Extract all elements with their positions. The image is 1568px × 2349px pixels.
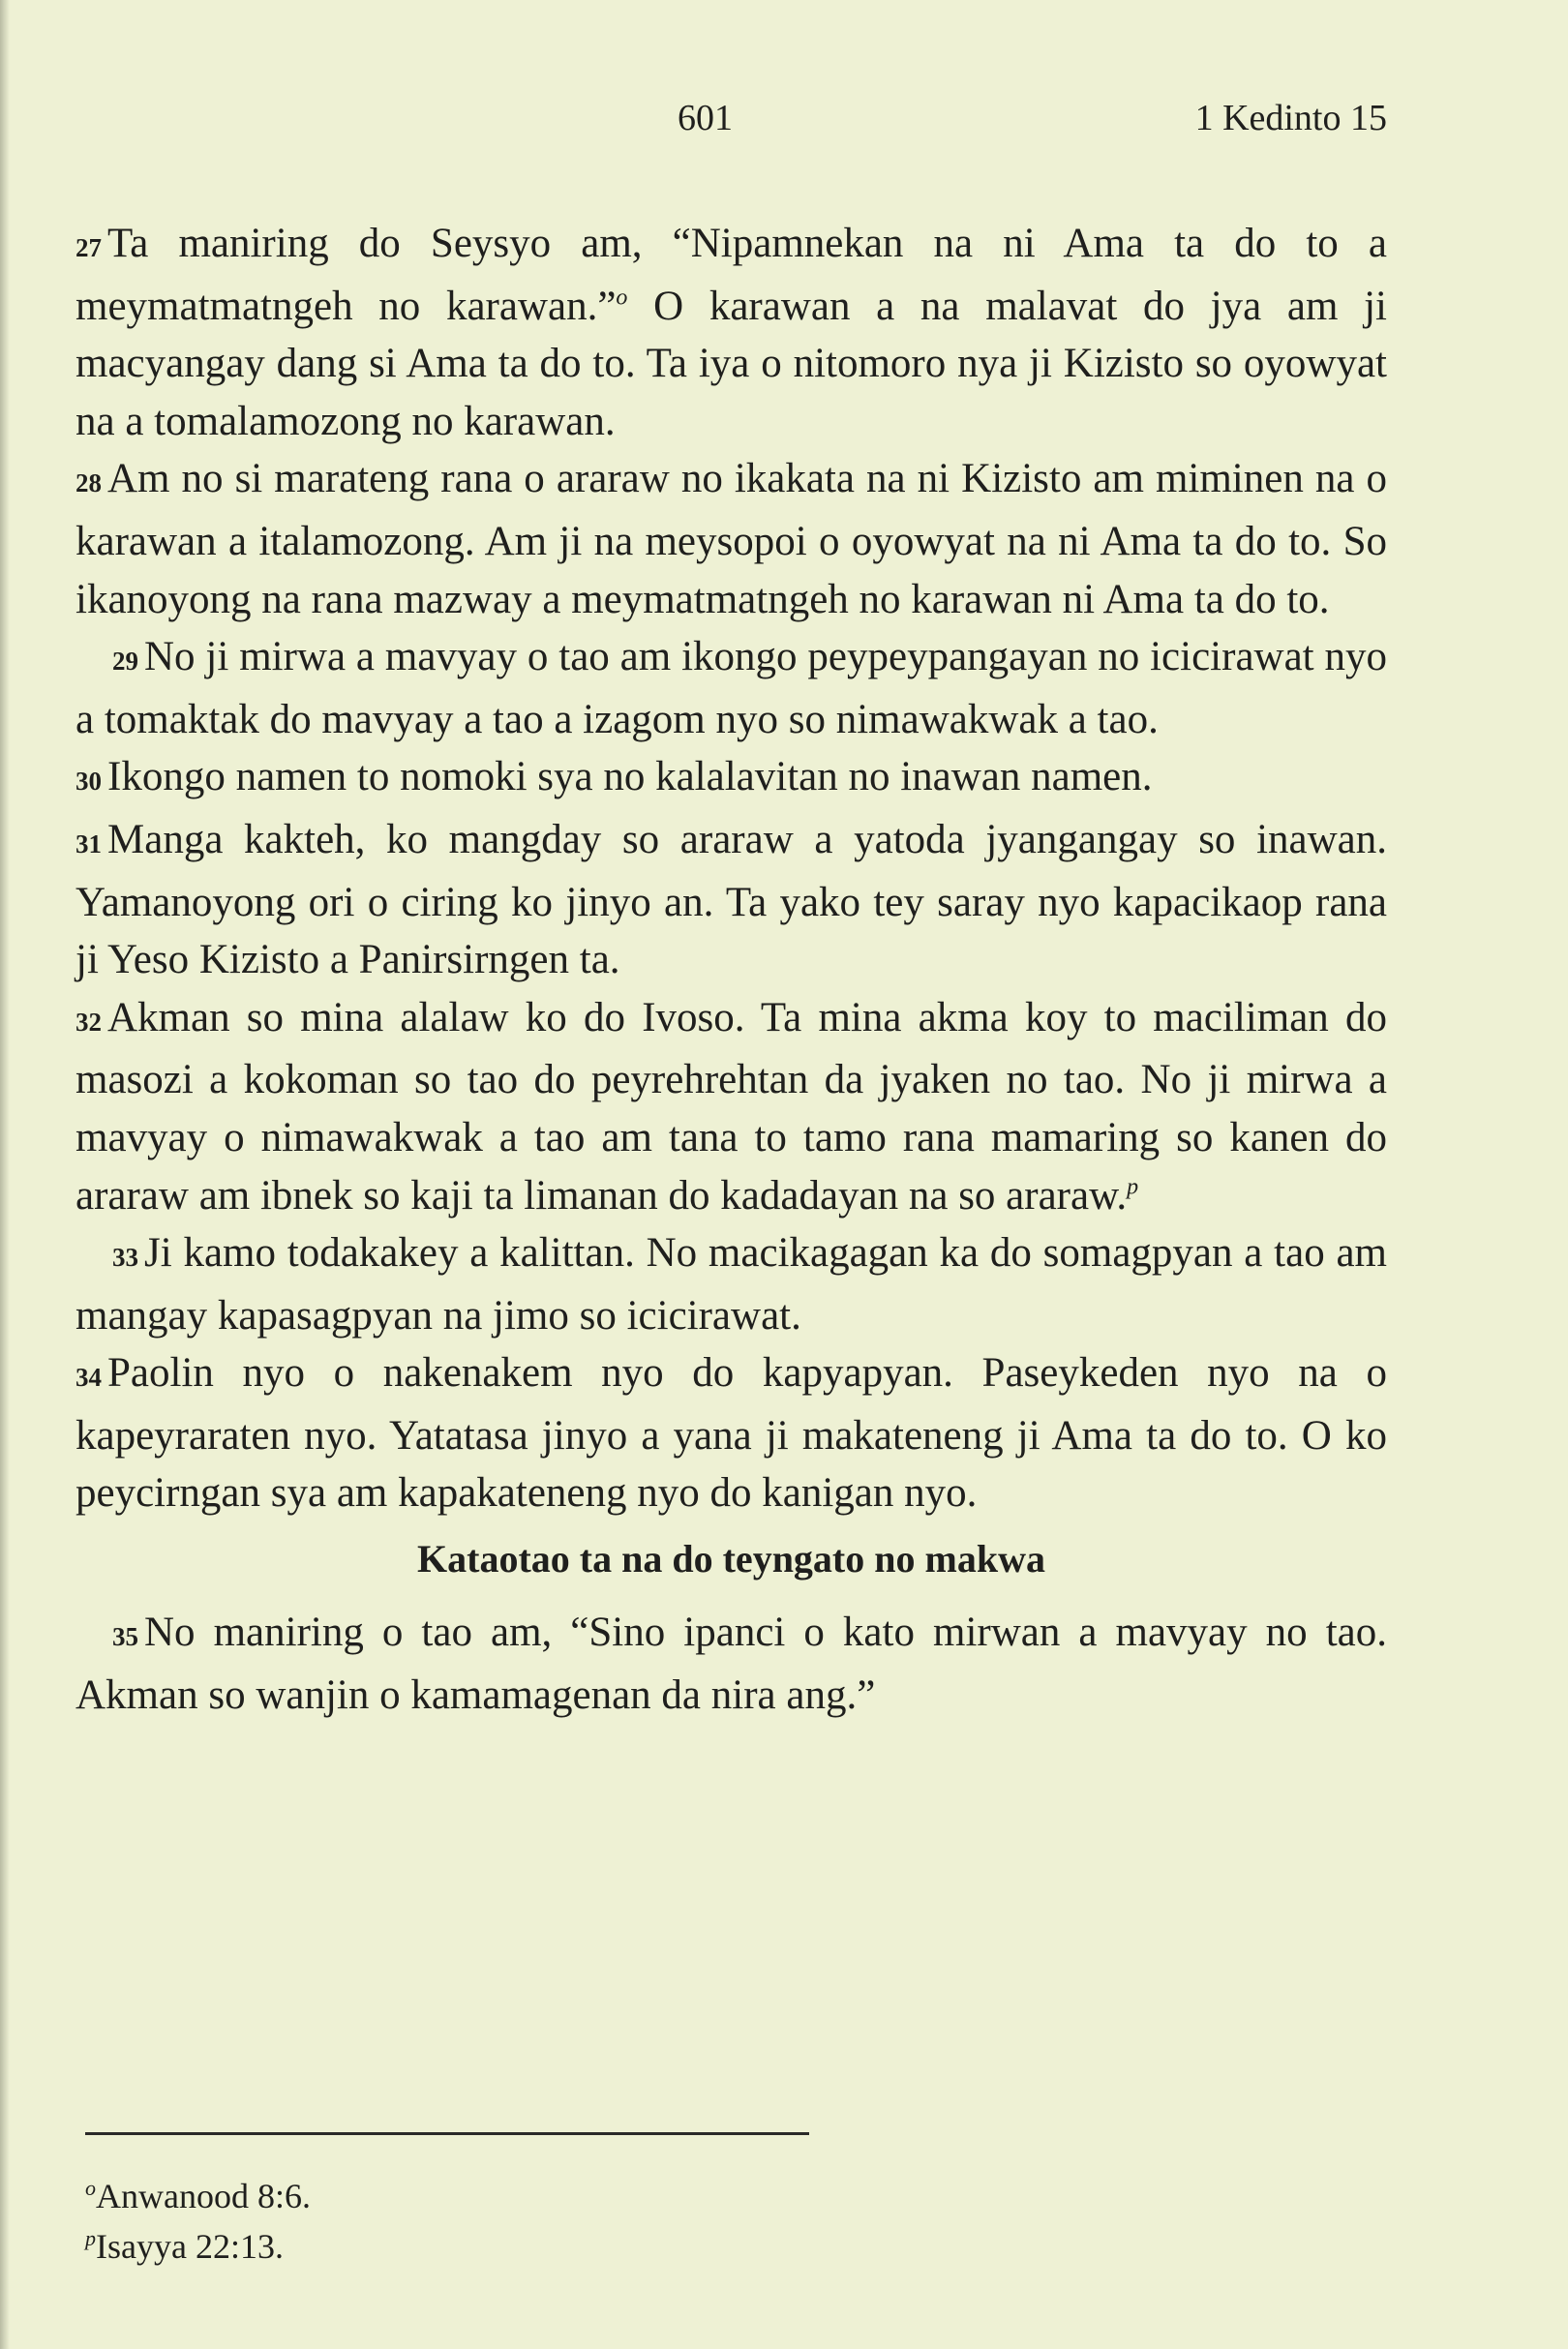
- verse-number: 33: [112, 1243, 138, 1273]
- verse-text-continued: O karawan a na malavat do jya am ji macyangay dang si Ama ta do to. Ta iya o nitomoro nya ji Kizisto so oyowyat na a tomalamozong no karawan.: [75, 283, 1387, 444]
- verse-29: [75, 628, 1387, 748]
- verse-number: 30: [75, 767, 102, 797]
- verse-34: [75, 1344, 1387, 1522]
- footnote-marker[interactable]: o: [616, 285, 628, 311]
- verse-text: Paolin nyo o nakenakem nyo do kapyapyan. Paseykeden nyo na o kapeyraraten nyo. Yatatasa jinyo a yana ji makateneng ji Ama ta do to. O ko peycirngan sya am kapakateneng nyo do kanigan nyo.: [75, 1350, 1387, 1517]
- footnote-reference: Isayya 22:13.: [96, 2227, 284, 2266]
- footnotes: [85, 2171, 956, 2272]
- verse-number: 28: [75, 468, 102, 498]
- verse-number: 29: [112, 647, 138, 677]
- footnote-p: [85, 2221, 956, 2272]
- footnote-letter: p: [85, 2226, 96, 2250]
- verse-number: 31: [75, 828, 102, 858]
- verse-32: [75, 989, 1387, 1224]
- verse-number: 27: [75, 233, 102, 262]
- verse-text: No maniring o tao am, “Sino ipanci o kato mirwan a mavyay no tao. Akman so wanjin o kamamagenan da nira ang.”: [75, 1610, 1387, 1718]
- verse-31: [75, 811, 1387, 989]
- verse-text: Ikongo namen to nomoki sya no kalalavitan no inawan namen.: [107, 754, 1153, 800]
- footnote-letter: o: [85, 2176, 96, 2200]
- page-header: [75, 97, 1387, 155]
- verse-number: 34: [75, 1363, 102, 1393]
- page-number: 601: [678, 98, 733, 138]
- verse-text: Manga kakteh, ko mangday so araraw a yatoda jyangangay so inawan. Yamanoyong ori o ciring ko jinyo an. Ta yako tey saray nyo kapacikaop rana ji Yeso Kizisto a Panirsirngen ta.: [75, 816, 1387, 983]
- verse-number: 35: [112, 1622, 138, 1652]
- page-spine-shadow: [0, 0, 10, 2349]
- footnote-reference: Anwanood 8:6.: [96, 2177, 311, 2215]
- verse-28: [75, 450, 1387, 628]
- footnote-o: [85, 2171, 956, 2221]
- footnote-divider: [85, 2132, 809, 2135]
- verse-27: [75, 215, 1387, 450]
- verse-33: [75, 1224, 1387, 1344]
- verse-text: No ji mirwa a mavyay o tao am ikongo peypeypangayan no icicirawat nyo a tomaktak do mavyay a tao a izagom nyo so nimawakwak a tao.: [75, 634, 1387, 742]
- verse-35: [75, 1604, 1387, 1724]
- scripture-text: [75, 215, 1387, 1724]
- verse-text: Akman so mina alalaw ko do Ivoso. Ta mina akma koy to maciliman do masozi a kokoman so tao do peyrehrehtan da jyaken no tao. No ji mirwa a mavyay o nimawakwak a tao am tana to tamo rana mamaring so kanen do araraw am ibnek so kaji ta limanan do kadadayan na so araraw.: [75, 994, 1387, 1219]
- running-head: 1 Kedinto 15: [1194, 98, 1387, 138]
- verse-number: 32: [75, 1007, 102, 1037]
- verse-text: Ta maniring do Seysyo am, “Nipamnekan na ni Ama ta do to a meymatmatngeh no karawan.”: [75, 221, 1387, 329]
- verse-30: [75, 748, 1387, 811]
- verse-text: Am no si marateng rana o araraw no ikakata na ni Kizisto am miminen na o karawan a italamozong. Am ji na meysopoi o oyowyat na ni Ama ta do to. So ikanoyong na rana mazway a meymatmatngeh no karawan ni Ama ta do to.: [75, 456, 1387, 622]
- footnote-marker[interactable]: p: [1127, 1174, 1139, 1200]
- section-heading: Kataotao ta na do teyngato no makwa: [417, 1537, 1045, 1581]
- verse-text: Ji kamo todakakey a kalittan. No macikagagan ka do somagpyan a tao am mangay kapasagpyan na jimo so icicirawat.: [75, 1230, 1387, 1339]
